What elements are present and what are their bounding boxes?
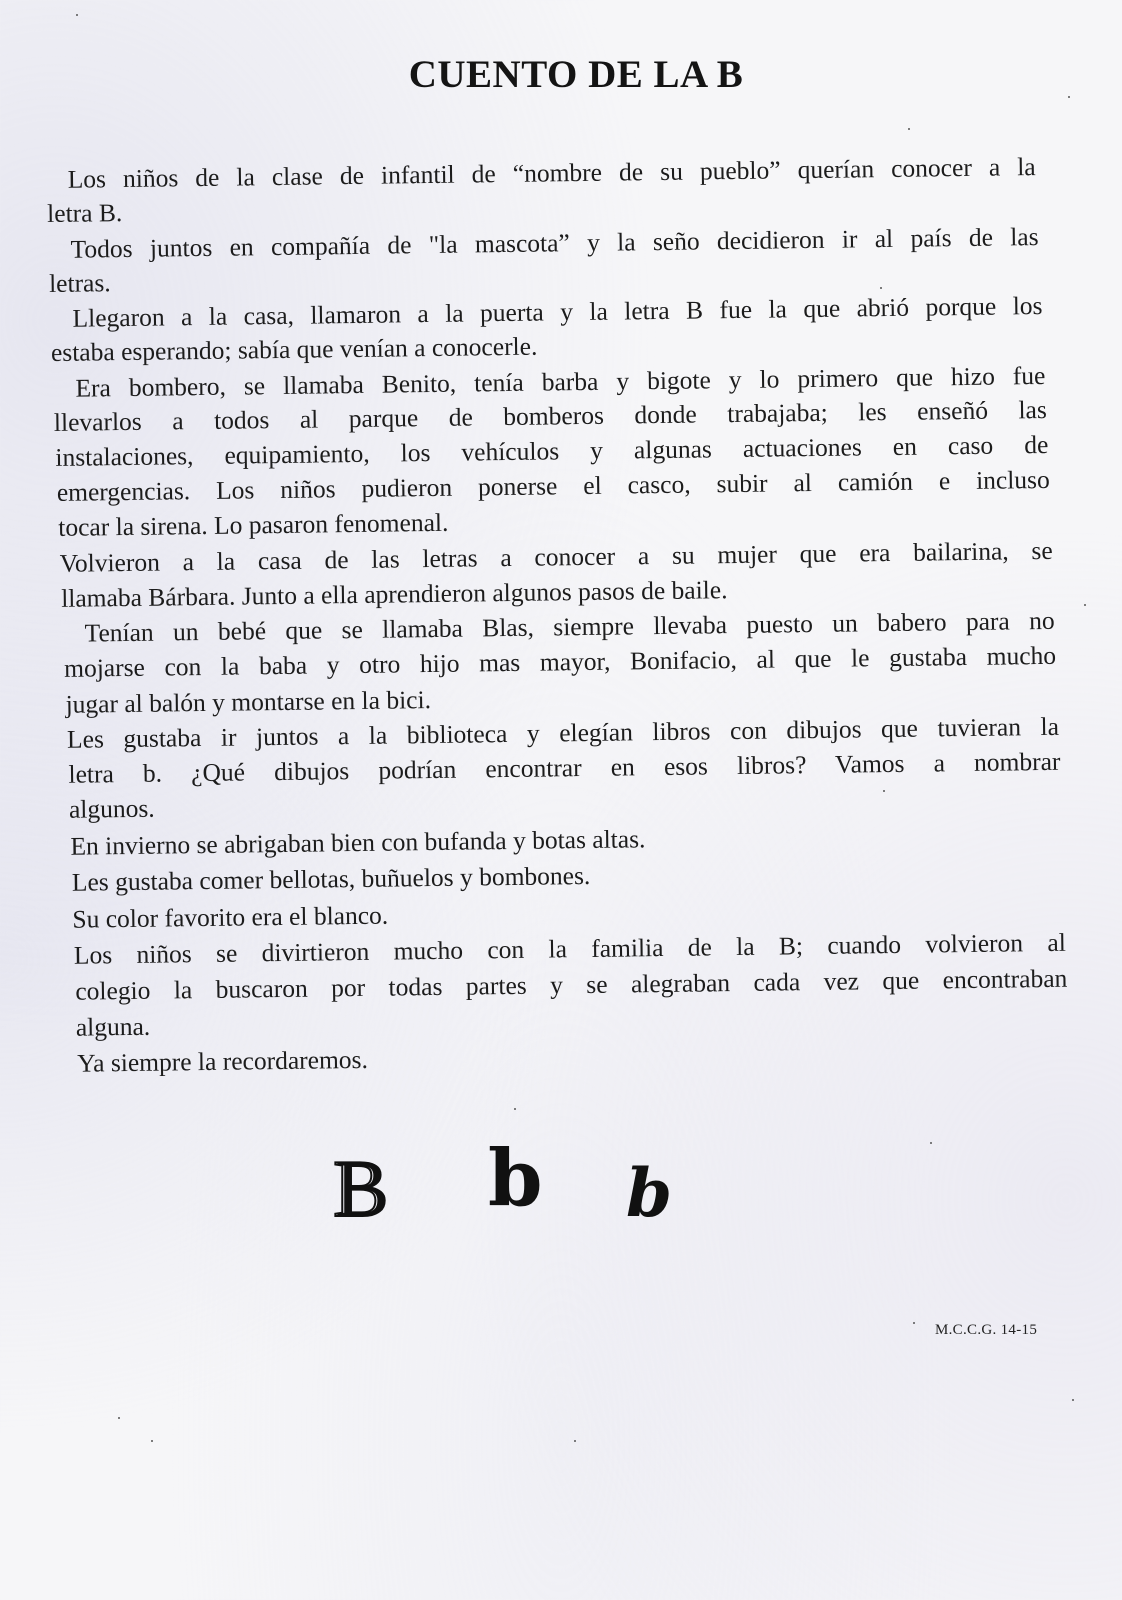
letter-samples <box>0 1133 1122 1240</box>
story-line: Volvieron a la casa de las letras a conocer a su mujer que era bailarina, se <box>59 535 1053 578</box>
scan-speck <box>118 1417 120 1419</box>
scan-speck <box>930 1142 932 1144</box>
story-line: emergencias. Los niños pudieron ponerse el casco, subir al camión e incluso <box>56 464 1050 507</box>
uppercase-b-glyph: B <box>333 1143 388 1234</box>
scan-speck <box>574 1440 576 1442</box>
page-title: CUENTO DE LA B <box>408 53 744 96</box>
story-line: letra B. <box>46 198 123 229</box>
story-line: estaba esperando; sabía que venían a conocerle. <box>50 331 538 367</box>
story-line: colegio la buscaron por todas partes y se alegraban cada vez que encontraban <box>75 963 1068 1006</box>
story-line: algunos. <box>68 793 155 824</box>
story-line: Tenían un bebé que se llamaba Blas, siempre llevaba puesto un babero para no <box>84 605 1055 648</box>
scan-speck <box>151 1440 153 1442</box>
scan-speck <box>76 14 78 16</box>
story-line: mojarse con la baba y otro hijo mas mayor, Bonifacio, al que le gustaba mucho <box>63 640 1057 683</box>
story-line: Era bombero, se llamaba Benito, tenía barba y bigote y lo primero que hizo fue <box>75 360 1046 403</box>
story-line: En invierno se abrigaban bien con bufanda y botas altas. <box>70 824 646 861</box>
lowercase-b-glyph: b <box>488 1133 543 1224</box>
story-line: instalaciones, equipamiento, los vehículos y algunas actuaciones en caso de <box>55 429 1049 472</box>
scan-speck <box>883 790 885 792</box>
author-code: M.C.C.G. 14-15 <box>935 1322 1038 1338</box>
story-line: tocar la sirena. Lo pasaron fenomenal. <box>58 507 449 542</box>
story-line: jugar al balón y montarse en la bici. <box>65 685 432 719</box>
scan-speck <box>1068 96 1070 98</box>
story-line: Todos juntos en compañía de "la mascota” y la seño decidieron ir al país de las <box>70 222 1039 264</box>
story-line: Los niños se divirtieron mucho con la familia de la B; cuando volvieron al <box>73 927 1066 970</box>
scan-speck <box>880 287 882 289</box>
story-line: llamaba Bárbara. Junto a ella aprendieron algunos pasos de baile. <box>61 575 728 613</box>
story-line: Ya siempre la recordaremos. <box>77 1044 369 1078</box>
story-line: Llegaron a la casa, llamaron a la puerta y la letra B fue la que abrió porque los <box>72 290 1043 333</box>
story-line: letra b. ¿Qué dibujos podrían encontrar en esos libros? Vamos a nombrar <box>68 746 1061 789</box>
scan-speck <box>908 128 910 130</box>
story-line: Su color favorito era el blanco. <box>72 900 389 934</box>
cursive-b-glyph: b <box>626 1154 673 1232</box>
story-line: llevarlos a todos al parque de bomberos donde trabajaba; les enseñó las <box>53 394 1048 437</box>
story-line: letras. <box>48 268 111 298</box>
scan-speck <box>514 1108 516 1110</box>
story-line: alguna. <box>75 1011 151 1042</box>
story-line: Les gustaba comer bellotas, buñuelos y bombones. <box>71 860 591 897</box>
scan-speck <box>1084 604 1086 606</box>
story-line: Les gustaba ir juntos a la biblioteca y elegían libros con dibujos que tuvieran la <box>66 711 1060 754</box>
story-line: Los niños de la clase de infantil de “nombre de su pueblo” querían conocer a la <box>67 152 1036 194</box>
scan-speck <box>1072 1399 1074 1401</box>
scan-speck <box>913 1322 915 1324</box>
